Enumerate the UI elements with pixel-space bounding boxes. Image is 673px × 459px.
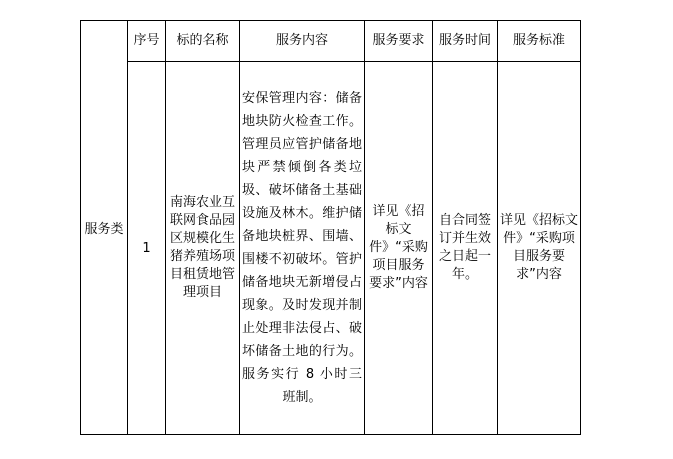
header-name: 标的名称 <box>166 21 240 62</box>
row-index: 1 <box>142 240 151 256</box>
header-standard: 服务标准 <box>498 21 581 62</box>
index-cell <box>128 62 166 435</box>
header-requirement: 服务要求 <box>365 21 433 62</box>
category-cell <box>81 21 128 435</box>
service-time: 自合同签订并生效之日起一年。 <box>438 213 491 282</box>
header-time: 服务时间 <box>433 21 498 62</box>
service-table <box>80 20 581 435</box>
service-requirement: 详见《招标文件》“采购项目服务要求”内容 <box>369 204 428 291</box>
table-header-row <box>81 21 581 62</box>
service-standard: 详见《招标文件》“采购项目服务要求”内容 <box>500 213 579 282</box>
header-index: 序号 <box>128 21 166 62</box>
service-content: 安保管理内容：储备地块防火检查工作。管理员应管护储备地块严禁倾倒各类垃圾、破坏储备土基础设施及林木。维护储备地块桩界、围墙、围楼不初破坏。管护储备地块无新增侵占现象。及时发现并制止处理非法侵占、破坏储备土地的行为。服务实行 8 小时三班制。 <box>242 91 362 405</box>
header-content: 服务内容 <box>240 21 365 62</box>
category-label: 服务类 <box>84 222 124 237</box>
name-cell <box>166 62 240 435</box>
content-cell <box>240 62 365 435</box>
time-cell <box>433 62 498 435</box>
requirement-cell <box>365 62 433 435</box>
table-row <box>81 62 581 435</box>
standard-cell <box>498 62 581 435</box>
project-name: 南海农业互联网食品园区规模化生猪养殖场项目租赁地管理项目 <box>169 195 235 300</box>
